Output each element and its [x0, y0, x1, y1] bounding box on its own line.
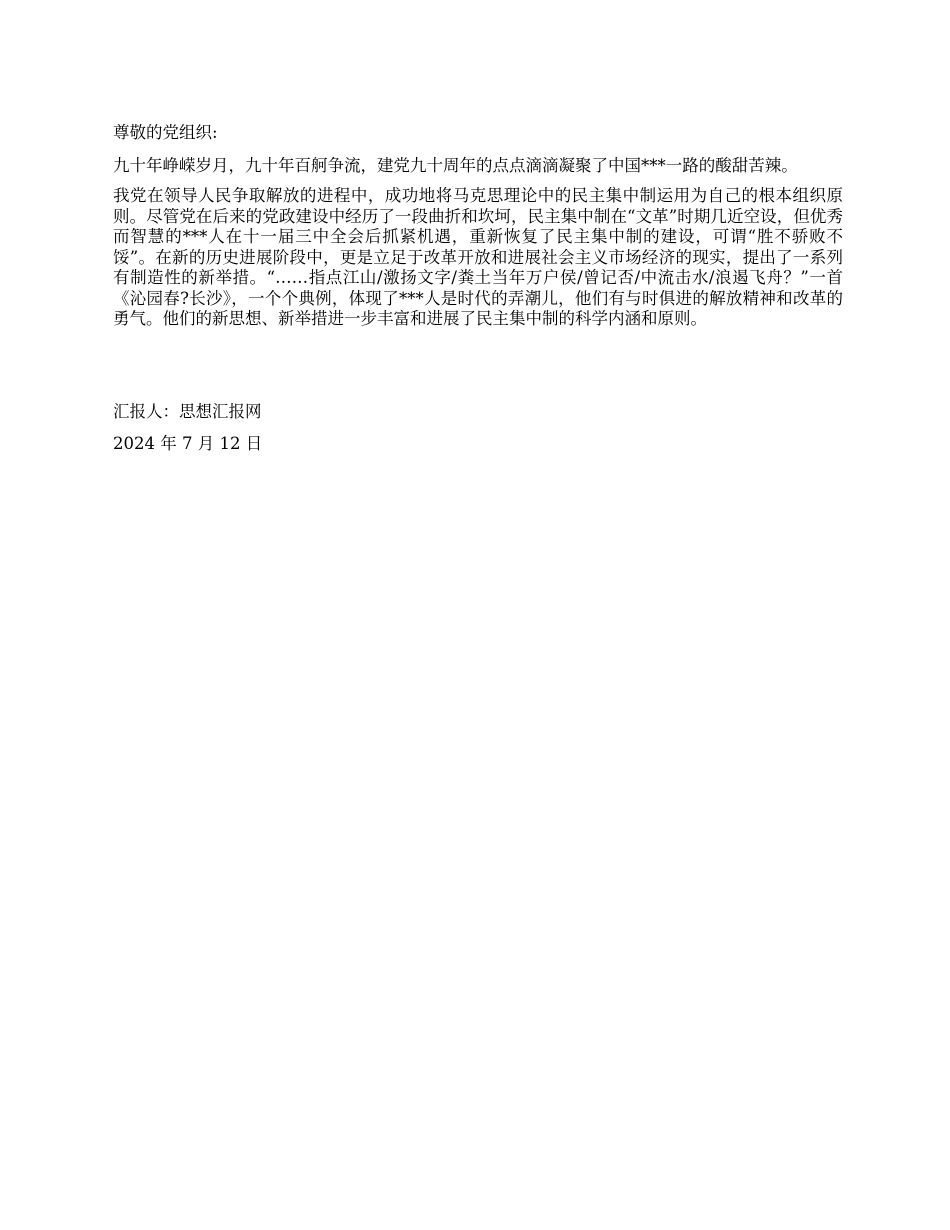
date-line: 2024 年 7 月 12 日 [113, 434, 263, 453]
salutation: 尊敬的党组织: [113, 123, 218, 142]
signature-line: 汇报人：思想汇报网 [113, 401, 262, 421]
spacer [113, 340, 843, 402]
paragraph-2: 我党在领导人民争取解放的进程中，成功地将马克思理论中的民主集中制运用为自己的根本组织原则。尽管党在后来的党政建设中经历了一段曲折和坎坷，民主集中制在“文革”时期几近空设，但优秀而智慧的***人在十一届三中全会后抓紧机遇，重新恢复了民主集中制的建设，可谓“胜不骄败不馁”。在新的历史进展阶段中，更是立足于改革开放和进展社会主义市场经济的现实，提出了一系列有制造性的新举措。“……指点江山/激扬文字/粪土当年万户侯/曾记否/中流击水/浪遏飞舟？”一首《沁园春?长沙》，一个个典例，体现了***人是时代的弄潮儿，他们有与时俱进的解放精神和改革的勇气。他们的新思想、新举措进一步丰富和进展了民主集中制的科学内涵和原则。 [113, 186, 843, 328]
letter-body [113, 123, 843, 465]
paragraph-1: 九十年峥嵘岁月，九十年百舸争流，建党九十周年的点点滴滴凝聚了中国***一路的酸甜苦辣。 [113, 155, 798, 175]
